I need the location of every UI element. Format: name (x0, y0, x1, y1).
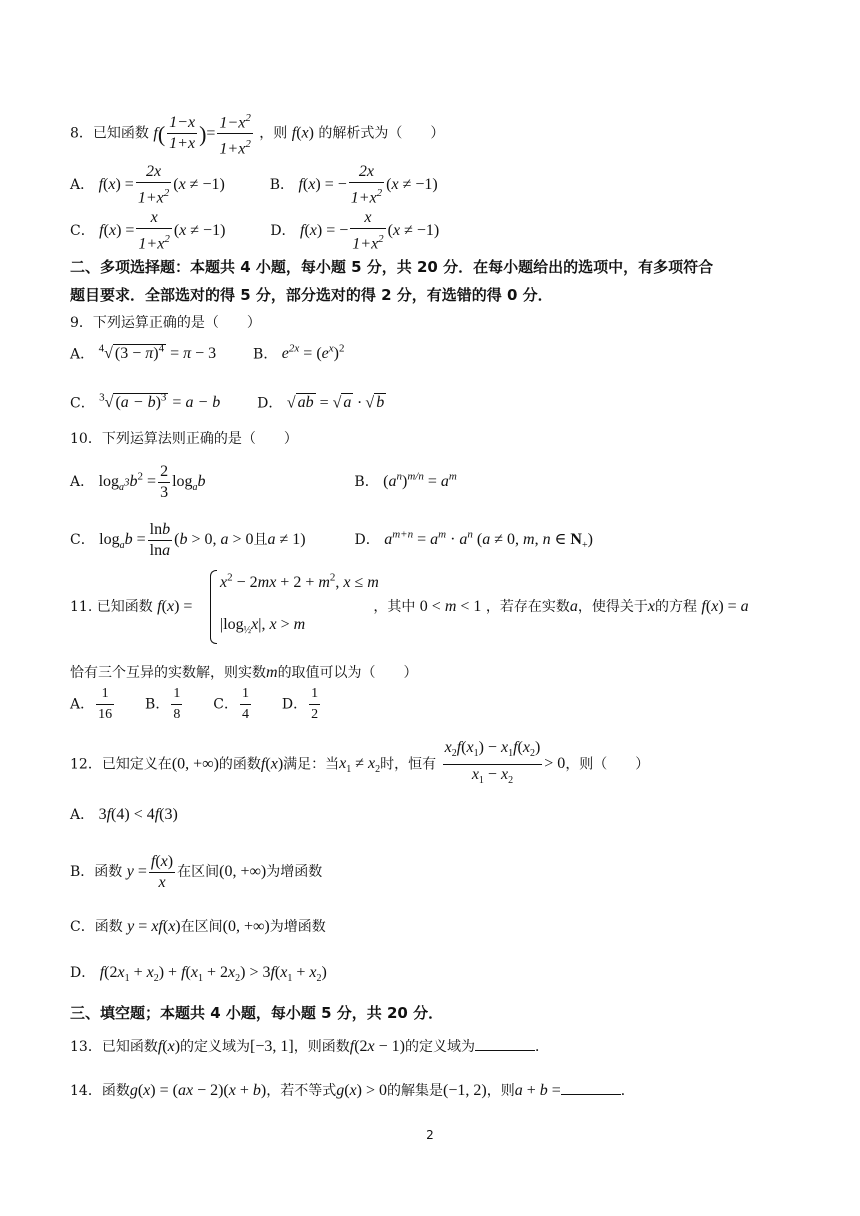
q12-fraction: $\frac{x_2f(x_1) - x_1f(x_2)}{x_1 - x_2}$ > 0 (444, 739, 566, 787)
q8-option-d: f(x) = − $\frac{x}{1+x^2}$ (x ≠ −1) (300, 209, 440, 253)
q8-option-a-label: A． (70, 176, 95, 193)
q11-case1: $x^2 - 2mx + 2 + m^2$, x ≤ m (220, 572, 379, 592)
q9-option-b: $e^{2x} = (e^x)^2$ (281, 343, 345, 363)
q10-option-b: $(a^n)^{m/n} = a^m$ (383, 470, 457, 491)
q11-option-c: C． $\frac{1}{4}$ (213, 686, 249, 722)
q10-stem: 10．下列运算法则正确的是（ ） (70, 431, 298, 447)
q8-options-ab (70, 162, 438, 208)
q8-fx: f(x) (291, 124, 314, 142)
q11-mid2: ，若存在实数 (485, 599, 570, 615)
q8-option-b: f(x) = − $\frac{2x}{1+x^2}$ (x ≠ −1) (298, 163, 438, 207)
q14-answer-blank[interactable] (561, 1080, 621, 1095)
q10-option-a-label: A． (70, 474, 95, 491)
q12-option-a: A． 3f(4) < 4f(3) (70, 806, 178, 823)
q9-options-ab (70, 343, 344, 363)
section2-heading-line2: 题目要求．全部选对的得 5 分，部分选对的得 2 分，有选错的得 0 分． (70, 286, 553, 304)
q12-stem: 12．已知定义在(0, +∞)的函数f(x)满足：当$x_1 \ne x_2$时，恒有 $\frac{x_2f(x_1) - x_1f(x_2)}{x_1 - x_2}$ > 0，则（ ） (70, 739, 650, 787)
q14: 14．函数g(x) = (ax − 2)(x + b)，若不等式g(x) > 0的解集是(−1, 2)，则a + b = ． (70, 1082, 635, 1099)
section2-heading-line1: 二、多项选择题：本题共 4 小题，每小题 5 分，共 20 分．在每小题给出的选项中，有多项符合 (70, 258, 714, 276)
q8-option-a: f(x) = $\frac{2x}{1+x^2}$ (x ≠ −1) (98, 163, 225, 207)
q10-option-c-label: C． (70, 532, 95, 549)
q8-suffix: ，则 (259, 125, 288, 142)
q8-stem (70, 108, 444, 160)
q13: 13．已知函数f(x)的定义域为[−3, 1]，则函数f(2x − 1)的定义域为 ． (70, 1038, 549, 1055)
q11-prefix: 11. 已知函数 (70, 599, 153, 615)
section3-heading: 三、填空题；本题共 4 小题，每小题 5 分，共 20 分． (70, 1004, 444, 1022)
q9-option-b-label: B． (253, 346, 278, 363)
q10-option-c: $\log_ab$ = $\frac{\ln b}{\ln a}$ (b > 0, a > 0 (99, 521, 254, 559)
q11-mid4: 的方程 (654, 599, 697, 615)
q10-option-b-label: B． (354, 474, 379, 491)
q9-option-a: $^4$√ $(3 - \pi)^4 = \pi - 3$ (98, 343, 217, 363)
q9-option-c-label: C． (70, 395, 95, 412)
q8-option-c-label: C． (70, 222, 95, 239)
page-number: 2 (426, 1128, 434, 1142)
q11-option-d: D． $\frac{1}{2}$ (281, 686, 319, 722)
q8-option-c: f(x) = $\frac{x}{1+x^2}$ (x ≠ −1) (99, 209, 226, 253)
q10-option-d-label: D． (354, 532, 380, 549)
q8-option-b-label: B． (269, 176, 295, 193)
q10-options-cd: C． $\log_ab$ = $\frac{\ln b}{\ln a}$ (b > 0, a > 0且a ≠ 1) D． $a^{m+n} = a^m \cdot a^n$ (a ≠ 0, m, n ∈ $N_+$) (70, 521, 593, 559)
q9-option-c: $^3$√ $(a - b)^3 = a - b$ (99, 392, 221, 412)
q11-option-b: B． $\frac{1}{8}$ (145, 686, 181, 722)
q9-option-d-label: D． (257, 395, 283, 412)
q10-option-d: $a^{m+n} = a^m \cdot a^n$ (a ≠ 0, m, n ∈ $N_+$) (384, 528, 593, 552)
q9-options-cd (70, 392, 386, 412)
q9-option-d: √ ab = √ a · √ b (286, 394, 385, 412)
q12-option-b: B．函数 y = $\frac{f(x)}{x}$ 在区间(0, +∞)为增函数 (70, 853, 323, 891)
q11-stem: 11. 已知函数 f(x) = ，其中 0 < m < 1 ，若存在实数a，使得关于x的方程 f(x) = a (70, 598, 749, 615)
q11-options (70, 684, 322, 725)
q8-formula: f( $\frac{1-x}{1+x}$ )= $\frac{1-x^2}{1+x^2}$ (153, 125, 254, 142)
q11-mid3: ，使得关于 (577, 599, 648, 615)
q11-case2: $|\log_{\frac{1}{2}}x|$, x > m (220, 616, 306, 637)
q11-mid: ，其中 (373, 599, 416, 615)
q8-tail: 的解析式为（ ） (318, 125, 445, 142)
q11-line2: 恰有三个互异的实数解，则实数m的取值可以为（ ） (70, 664, 418, 681)
q13-answer-blank[interactable] (475, 1036, 535, 1051)
q12-option-d: D． $f(2x_1 + x_2) + f(x_1 + 2x_2) > 3f(x_1 + x_2)$ (70, 964, 327, 985)
q8-prefix: 8．已知函数 (70, 125, 149, 142)
q11-option-a: A． $\frac{1}{16}$ (70, 686, 113, 722)
q8-option-d-label: D． (270, 222, 296, 239)
q9-option-a-label: A． (70, 346, 95, 363)
q10-option-a: $\log_{a3}b^2$ = $\frac{2}{3}$ $\log_ab$ (98, 463, 206, 501)
q11-fx: f(x) = (157, 598, 193, 615)
q10-option-c-cond: 且 (253, 532, 268, 549)
q9-stem: 9．下列运算正确的是（ ） (70, 315, 261, 331)
q8-options-cd (70, 208, 439, 254)
q10-options-ab (70, 462, 457, 503)
q12-option-c: C．函数 y = xf(x)在区间(0, +∞)为增函数 (70, 918, 326, 935)
